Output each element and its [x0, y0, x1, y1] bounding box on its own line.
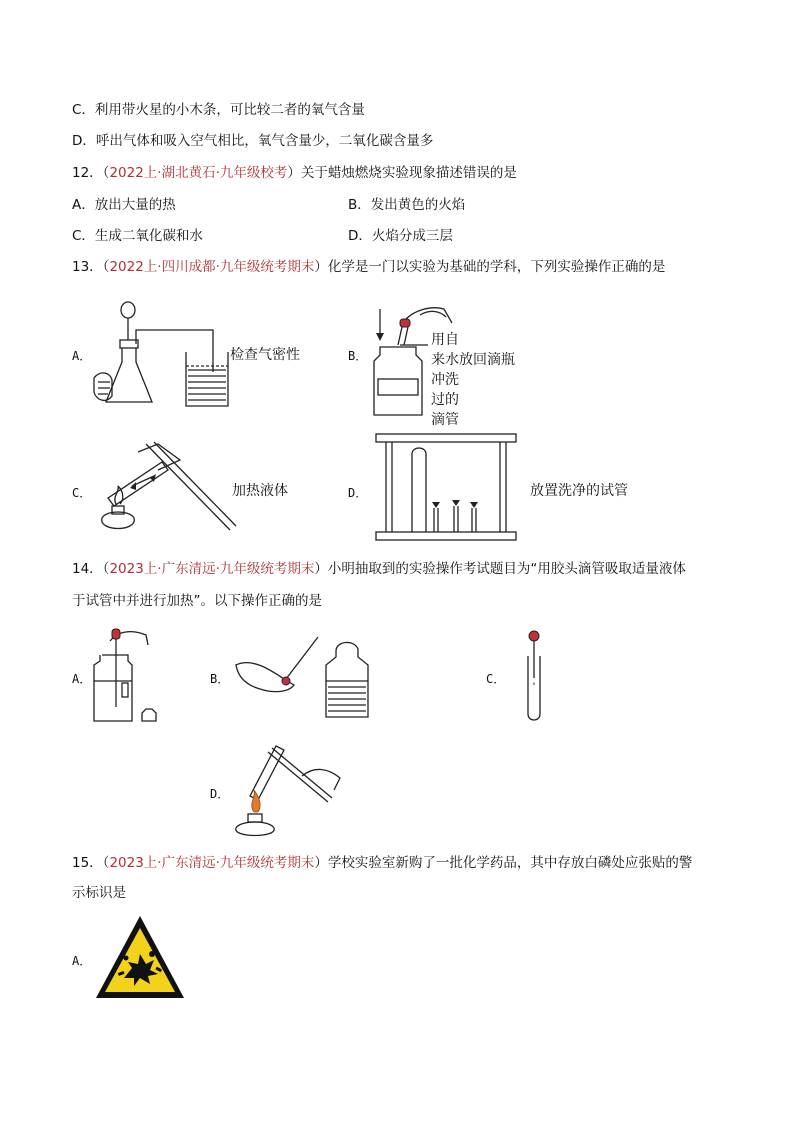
q13-a-label: 检查气密性 — [230, 347, 300, 363]
q12-text: ）关于蜡烛燃烧实验现象描述错误的是 — [287, 165, 517, 181]
q14-text: ）小明抽取到的实验操作考试题目为“用胶头滴管吸取适量液体 — [314, 561, 686, 577]
q15-stem — [72, 853, 692, 873]
q12-option-c: C．生成二氧化碳和水 — [72, 228, 203, 244]
explosive-warning-sign-icon — [94, 914, 186, 1000]
q14-stem-line2: 于试管中并进行加热”。以下操作正确的是 — [72, 593, 322, 609]
q13-text: ）化学是一门以实验为基础的学科，下列实验操作正确的是 — [314, 259, 666, 275]
q12-source: 2022上·湖北黄石·九年级校考 — [109, 165, 288, 181]
q14-b-letter: B． — [210, 672, 230, 686]
q15-stem-line2: 示标识是 — [72, 885, 126, 901]
q11-option-c: C．利用带火星的小木条，可比较二者的氧气含量 — [72, 102, 365, 118]
dropper-in-bottle-figure — [92, 625, 162, 725]
q11-option-d: D．呼出气体和吸入空气相比，氧气含量少，二氧化碳含量多 — [72, 133, 434, 149]
heating-liquid-figure — [92, 440, 237, 540]
q13-b-label-1: 用自 — [431, 332, 459, 348]
q13-stem — [72, 257, 665, 277]
q13-b-label-2: 来水放回滴瓶 — [431, 352, 515, 368]
q13-c-letter: C． — [72, 486, 92, 500]
q13-b-label-4: 过的 — [431, 392, 459, 408]
q12-option-b: B．发出黄色的火焰 — [348, 197, 466, 213]
q14-source: 2023上·广东清远·九年级统考期末 — [109, 561, 315, 577]
q14-stem — [72, 559, 686, 579]
q12-stem — [72, 163, 517, 183]
test-tube-rack-figure — [372, 432, 520, 547]
q13-a-letter: A． — [72, 349, 92, 363]
q13-b-label-5: 滴管 — [431, 412, 459, 428]
q13-number: 13．（ — [72, 259, 110, 275]
dropper-above-tube-figure — [522, 628, 546, 724]
q14-d-letter: D． — [210, 787, 230, 801]
q13-b-label-3: 冲洗 — [431, 372, 459, 388]
q12-number: 12．（ — [72, 165, 110, 181]
q14-a-letter: A． — [72, 672, 92, 686]
q13-b-letter: B． — [348, 349, 368, 363]
q12-option-d: D．火焰分成三层 — [348, 228, 453, 244]
q13-d-label: 放置洗净的试管 — [530, 483, 628, 499]
dropper-in-hand-figure — [232, 635, 392, 720]
q14-number: 14．（ — [72, 561, 110, 577]
q15-a-letter: A． — [72, 954, 92, 968]
airtightness-apparatus-figure — [92, 300, 237, 415]
q15-text: ）学校实验室新购了一批化学药品，其中存放白磷处应张贴的警 — [314, 855, 693, 871]
q13-c-label: 加热液体 — [232, 483, 288, 499]
q14-c-letter: C． — [486, 672, 506, 686]
q13-d-letter: D． — [348, 486, 368, 500]
q12-option-a: A．放出大量的热 — [72, 197, 176, 213]
q15-number: 15．（ — [72, 855, 110, 871]
heating-tube-figure — [228, 738, 344, 838]
q13-source: 2022上·四川成都·九年级统考期末 — [109, 259, 315, 275]
q15-source: 2023上·广东清远·九年级统考期末 — [109, 855, 315, 871]
